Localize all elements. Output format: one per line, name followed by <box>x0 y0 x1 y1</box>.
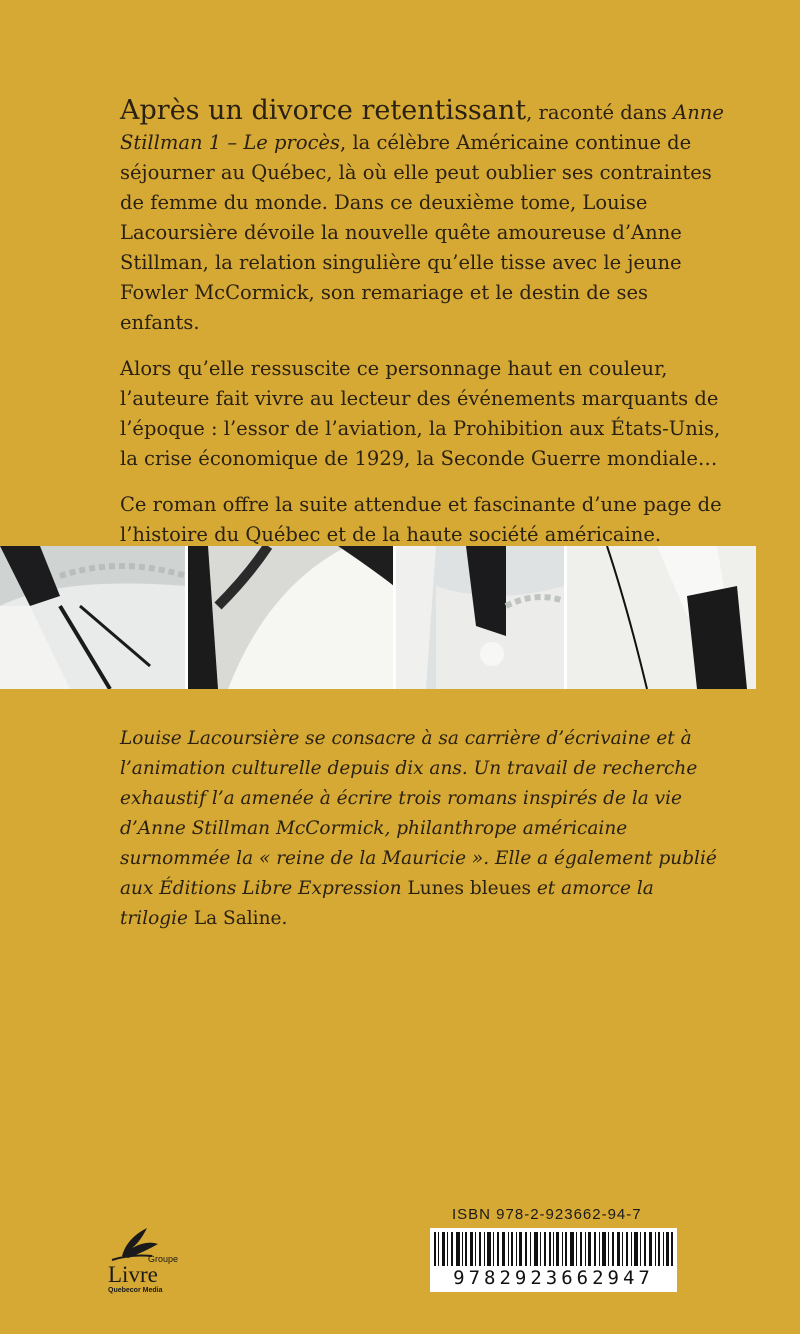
barcode-digits: 9782923662947 <box>432 1266 675 1290</box>
blurb-paragraph-3: Ce roman offre la suite attendue et fascinante d’une page de l’histoire du Québec et de la haute société américaine. <box>120 493 722 546</box>
publisher-media: Quebecor Media <box>108 1287 163 1294</box>
isbn-label: ISBN 978-2-923662-94-7 <box>452 1206 642 1223</box>
author-bio <box>120 724 720 934</box>
blurb-p1-title: Anne Stillman 1 – Le procès <box>120 101 724 154</box>
blurb-p1-b: , la célèbre Américaine continue de séjourner au Québec, là où elle peut oublier ses contraintes de femme du monde. Dans ce deuxième tome, Louise Lacoursière dévoile la nouvelle quête amoureuse d’Anne Stillman, la relation singulière qu’elle tisse avec le jeune Fowler McCormick, son remariage et le destin de ses enfants. <box>120 131 712 334</box>
publisher-livre: Livre <box>108 1262 158 1287</box>
bio-text-c: . <box>281 908 288 929</box>
bio-book-2: La Saline <box>193 908 282 929</box>
publisher-groupe: Groupe <box>148 1254 179 1264</box>
back-cover-blurb <box>120 96 730 566</box>
bio-book-1: Lunes bleues <box>407 878 531 899</box>
bio-text-b: et amorce la trilogie <box>120 878 654 929</box>
blurb-paragraph-1 <box>120 96 730 338</box>
bio-text-a: Louise Lacoursière se consacre à sa carrière d’écrivaine et à l’animation culturelle depuis dix ans. Un travail de recherche exhaustif l’a amenée à écrire trois romans inspirés de la vie d’Anne Stillman McCormick, philanthrope américaine surnommée la « reine de la Mauricie ». Elle a également publié aux Éditions Libre Expression <box>120 728 717 899</box>
equestrian-photo-strip <box>0 546 756 689</box>
blurb-paragraph-2: Alors qu’elle ressuscite ce personnage haut en couleur, l’auteure fait vivre au lecteur des événements marquants de l’époque : l’essor de l’aviation, la Prohibition aux États-Unis, la crise économique de 1929, la Seconde Guerre mondiale… <box>120 357 721 470</box>
blurb-lead: Après un divorce retentissant <box>120 95 527 126</box>
blurb-p1-a: , raconté dans <box>526 101 674 124</box>
photo-panel-3 <box>396 546 563 689</box>
photo-panel-4 <box>567 546 756 689</box>
photo-panel-2 <box>188 546 393 689</box>
barcode-bars-icon <box>430 1228 677 1268</box>
photo-panel-1 <box>0 546 185 689</box>
